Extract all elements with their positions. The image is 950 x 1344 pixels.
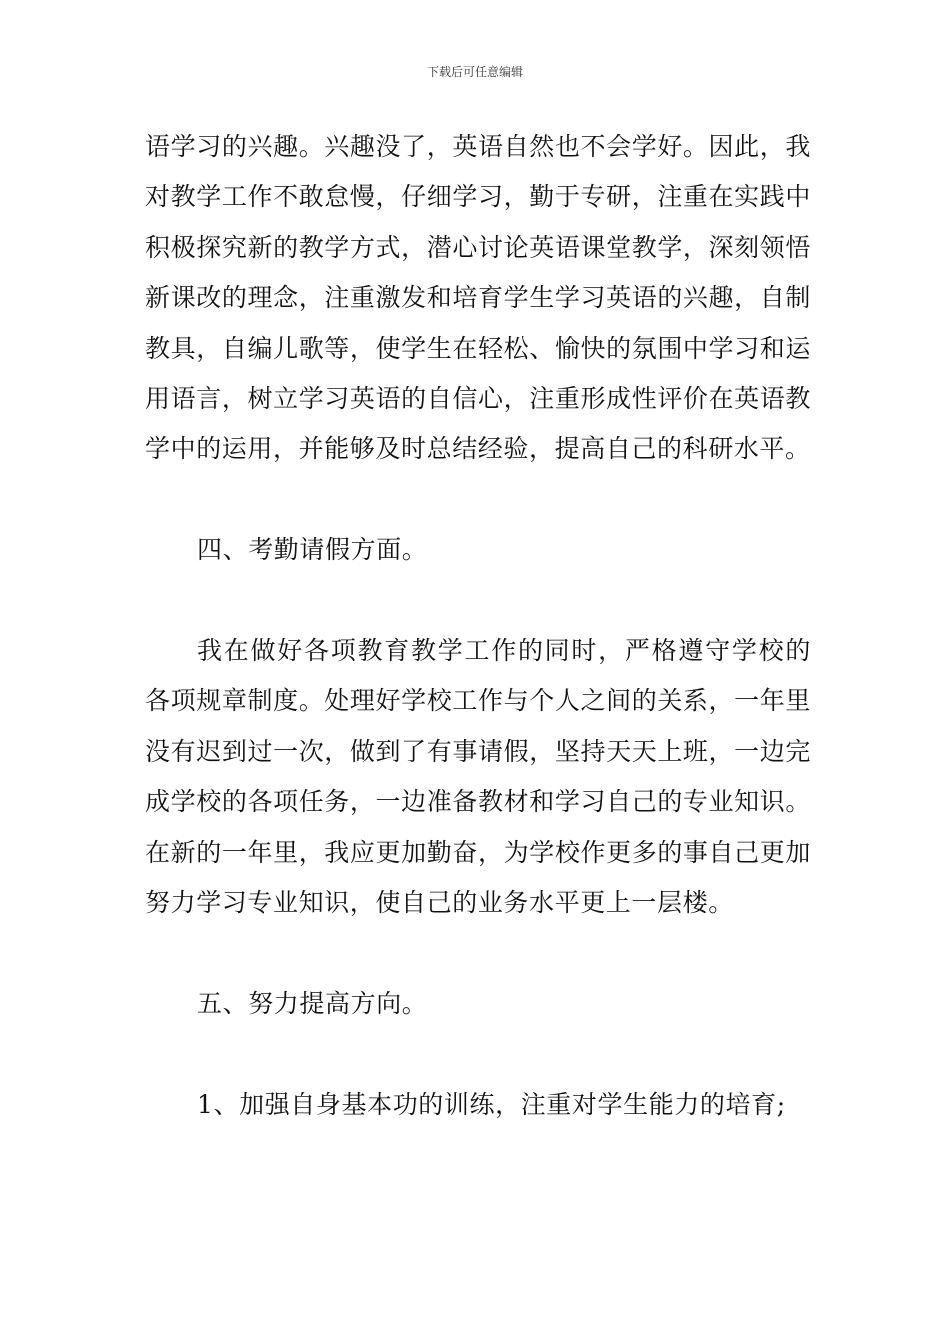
heading-attendance: 四、考勤请假方面。 — [197, 535, 428, 565]
list-item-improvement-1: 1、加强自身基本功的训练，注重对学生能力的培育; — [197, 1089, 786, 1119]
paragraph-teaching-research: 语学习的兴趣。兴趣没了，英语自然也不会学好。因此，我对教学工作不敢怠慢，仔细学习，勤于专研，注重在实践中积极探究新的教学方式，潜心讨论英语课堂教学，深刻领悟新课改的理念，注重激发和培育学生学习英语的兴趣，自制教具，自编儿歌等，使学生在轻松、愉快的氛围中学习和运用语言，树立学习英语的自信心，注重形成性评价在英语教学中的运用，并能够及时总结经验，提高自己的科研水平。 — [145, 132, 811, 464]
paragraph-gap — [145, 576, 811, 626]
page-header-note: 下载后可任意编辑 — [426, 65, 523, 79]
paragraph-gap — [145, 1029, 811, 1079]
heading-improvement: 五、努力提高方向。 — [197, 988, 428, 1018]
paragraph-gap — [145, 928, 811, 978]
document-body — [145, 122, 811, 1130]
paragraph-attendance: 我在做好各项教育教学工作的同时，严格遵守学校的各项规章制度。处理好学校工作与个人之间的关系，一年里没有迟到过一次，做到了有事请假，坚持天天上班，一边完成学校的各项任务，一边准备教材和学习自己的专业知识。在新的一年里，我应更加勤奋，为学校作更多的事自己更加努力学习专业知识，使自己的业务水平更上一层楼。 — [145, 636, 811, 918]
paragraph-gap — [145, 475, 811, 525]
